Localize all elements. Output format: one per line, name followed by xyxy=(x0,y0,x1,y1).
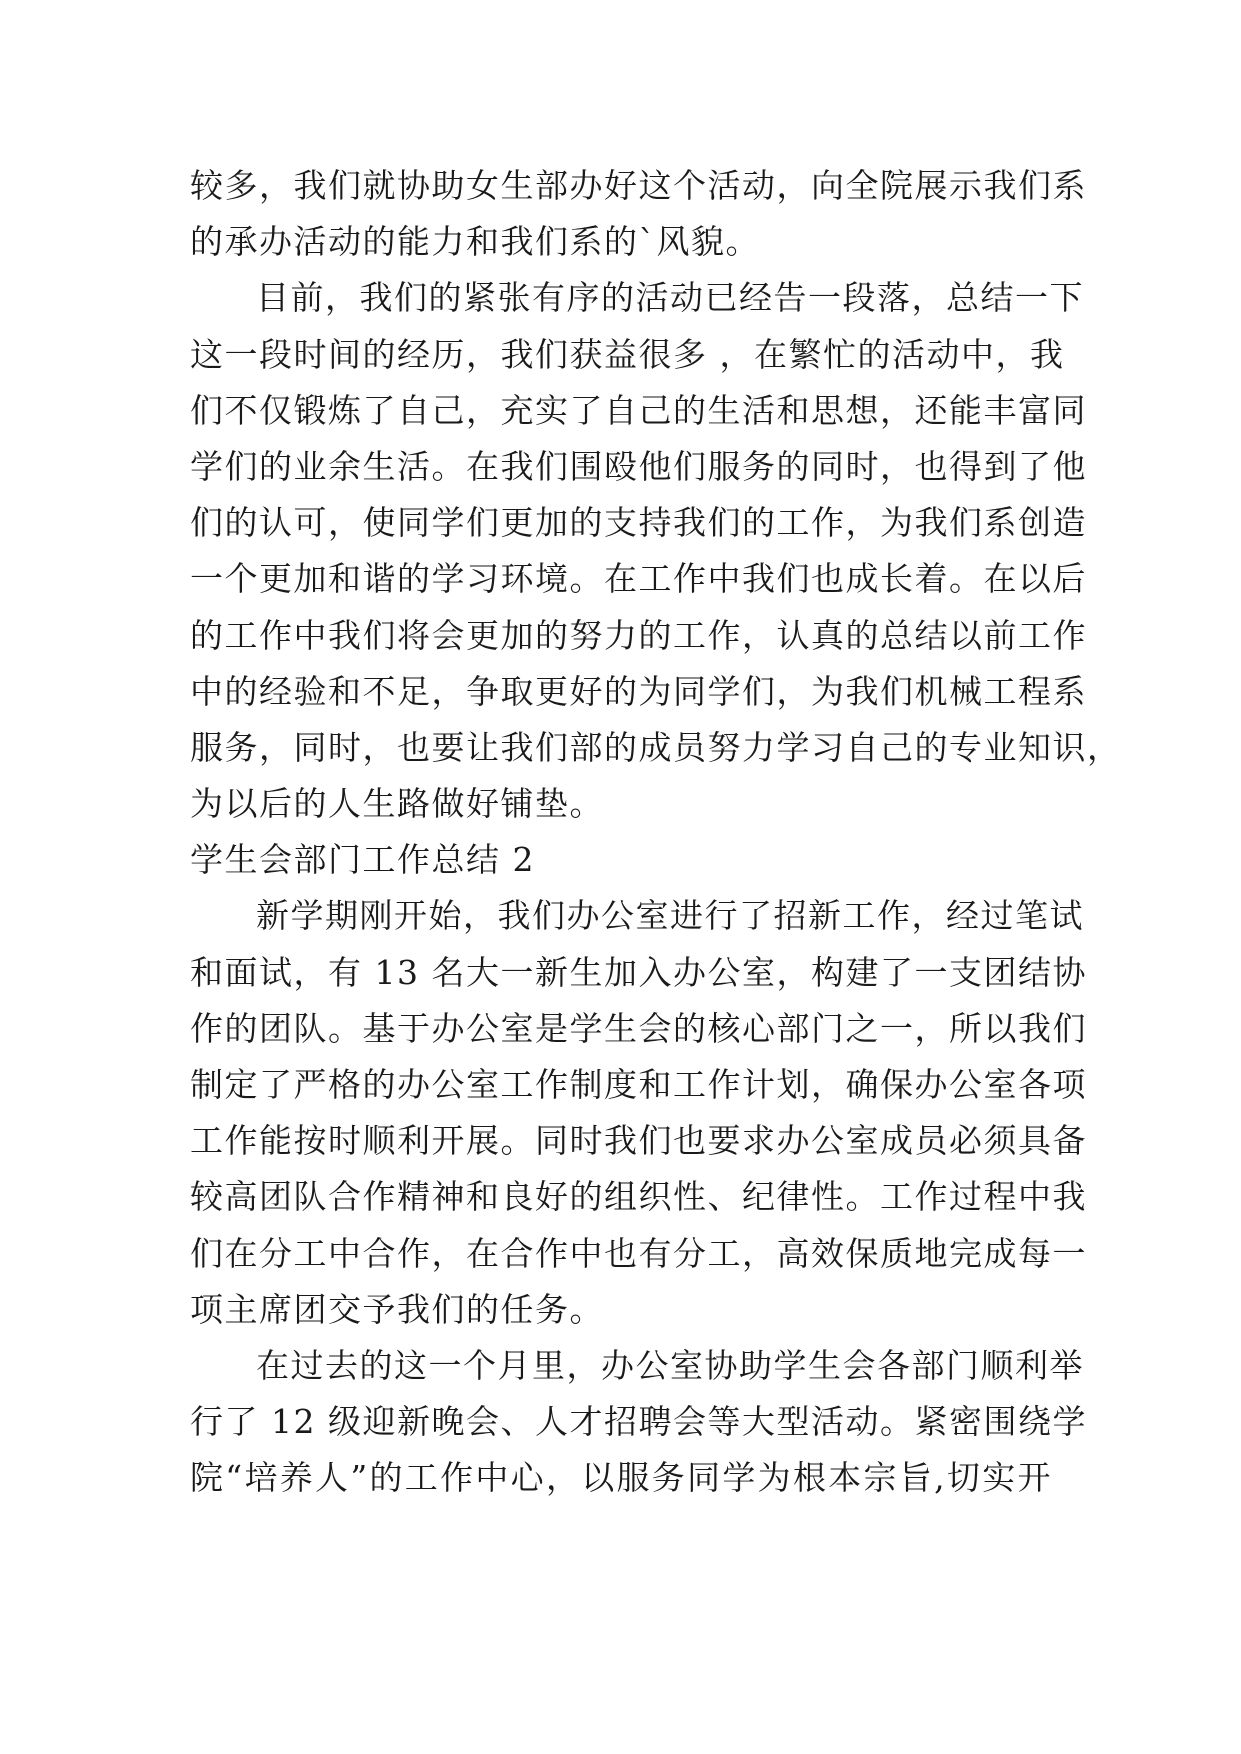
text-line: 制定了严格的办公室工作制度和工作计划，确保办公室各项 xyxy=(190,1065,1087,1104)
text-line: 们在分工中合作，在合作中也有分工，高效保质地完成每一 xyxy=(190,1233,1087,1273)
text-line: 作的团队。基于办公室是学生会的核心部门之一，所以我们 xyxy=(190,1008,1087,1048)
text-line: 的工作中我们将会更加的努力的工作，认真的总结以前工作 xyxy=(190,615,1087,655)
text-line: 和面试，有 13 名大一新生加入办公室，构建了一支团结协 xyxy=(190,952,1087,992)
text-line: 的承办活动的能力和我们系的`风貌。 xyxy=(190,222,760,262)
document-body xyxy=(190,158,1122,1507)
text-line: 这一段时间的经历，我们获益很多 ，在繁忙的活动中，我 xyxy=(190,334,1065,374)
text-line: 新学期刚开始，我们办公室进行了招新工作，经过笔试 xyxy=(256,896,1084,936)
text-line: 中的经验和不足，争取更好的为同学们，为我们机械工程系 xyxy=(190,671,1087,711)
text-line: 为以后的人生路做好铺垫。 xyxy=(190,784,604,824)
text-line: 们的认可，使同学们更加的支持我们的工作，为我们系创造 xyxy=(190,503,1087,543)
text-line: 目前，我们的紧张有序的活动已经告一段落，总结一下 xyxy=(256,278,1084,318)
text-line: 项主席团交予我们的任务。 xyxy=(190,1289,604,1329)
text-line: 在过去的这一个月里，办公室协助学生会各部门顺利举 xyxy=(256,1345,1084,1385)
text-line: 行了 12 级迎新晚会、人才招聘会等大型活动。紧密围绕学 xyxy=(190,1402,1087,1442)
text-line: 工作能按时顺利开展。同时我们也要求办公室成员必须具备 xyxy=(190,1121,1087,1161)
text-line: 一个更加和谐的学习环境。在工作中我们也成长着。在以后 xyxy=(190,559,1087,599)
section-heading: 学生会部门工作总结 2 xyxy=(190,840,535,880)
text-line: 较高团队合作精神和良好的组织性、纪律性。工作过程中我 xyxy=(190,1177,1087,1217)
text-line: 服务，同时，也要让我们部的成员努力学习自己的专业知识， xyxy=(190,727,1122,767)
text-line: 较多，我们就协助女生部办好这个活动，向全院展示我们系 xyxy=(190,166,1087,205)
text-line: 们不仅锻炼了自己，充实了自己的生活和思想，还能丰富同 xyxy=(190,390,1087,430)
text-line: 院“培养人”的工作中心，以服务同学为根本宗旨,切实开 xyxy=(190,1458,1052,1498)
text-line: 学们的业余生活。在我们围殴他们服务的同时，也得到了他 xyxy=(190,446,1087,486)
